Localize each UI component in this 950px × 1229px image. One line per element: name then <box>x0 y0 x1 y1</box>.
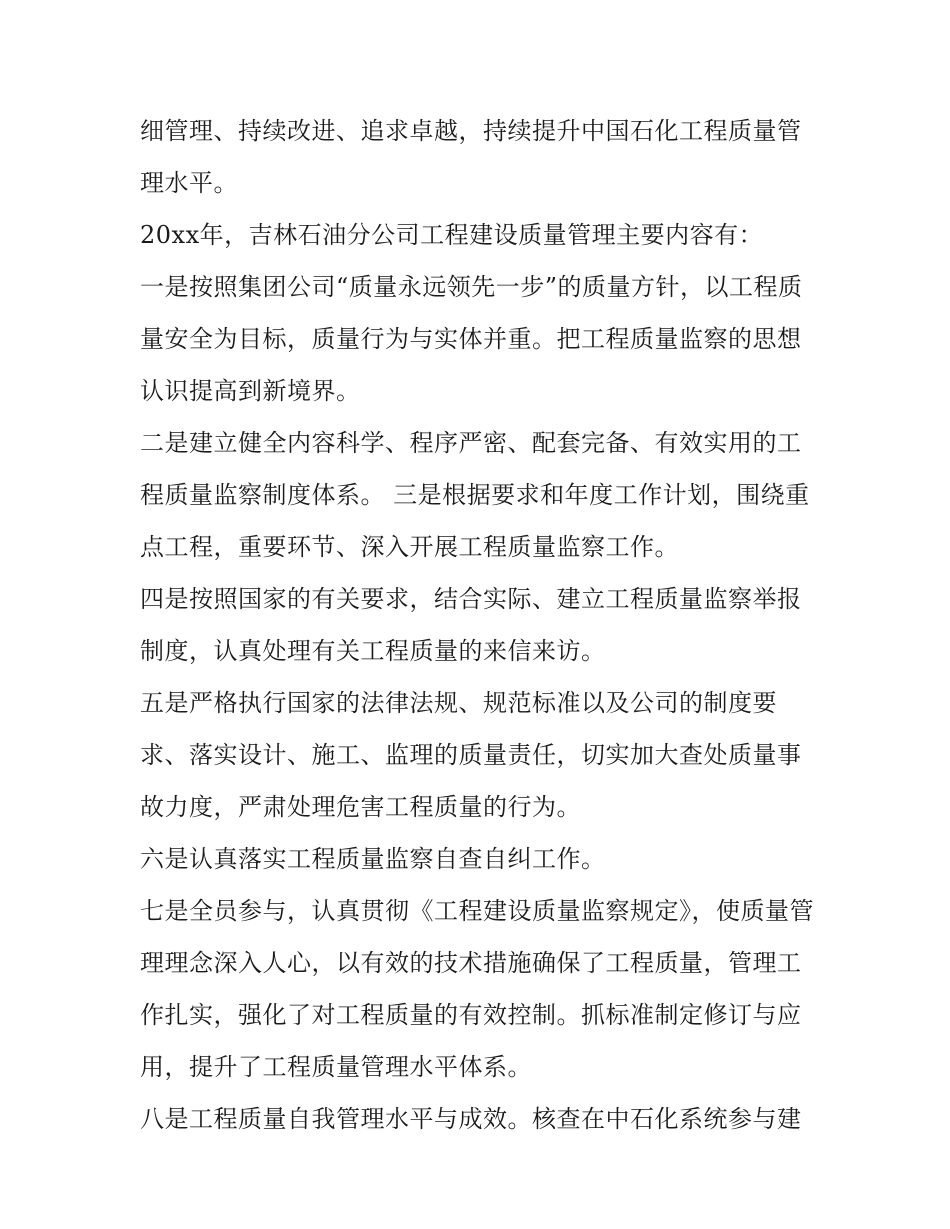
paragraph-2: 20xx年，吉林石油分公司工程建设质量管理主要内容有： <box>140 221 764 249</box>
document-body <box>140 105 820 1145</box>
paragraph-5: 四是按照国家的有关要求，结合实际、建立工程质量监察举报制度，认真处理有关工程质量的来信来访。 <box>140 585 802 665</box>
paragraph-9: 八是工程质量自我管理水平与成效。核查在中石化系统参与建 <box>140 1105 802 1133</box>
paragraph-1: 细管理、持续改进、追求卓越，持续提升中国石化工程质量管理水平。 <box>140 117 802 197</box>
paragraph-8: 七是全员参与，认真贯彻《工程建设质量监察规定》，使质量管理理念深入人心，以有效的技术措施确保了工程质量，管理工作扎实，强化了对工程质量的有效控制。抓标准制定修订与应用，提升了工程质量管理水平体系。 <box>140 897 814 1081</box>
paragraph-6: 五是严格执行国家的法律法规、规范标准以及公司的制度要求、落实设计、施工、监理的质量责任，切实加大查处质量事故力度，严肃处理危害工程质量的行为。 <box>140 689 802 821</box>
paragraph-7: 六是认真落实工程质量监察自查自纠工作。 <box>140 845 606 873</box>
paragraph-4: 二是建立健全内容科学、程序严密、配套完备、有效实用的工程质量监察制度体系。 三是根据要求和年度工作计划，围绕重点工程，重要环节、深入开展工程质量监察工作。 <box>140 429 810 561</box>
paragraph-3: 一是按照集团公司“质量永远领先一步”的质量方针，以工程质量安全为目标，质量行为与实体并重。把工程质量监察的思想认识提高到新境界。 <box>140 273 803 405</box>
